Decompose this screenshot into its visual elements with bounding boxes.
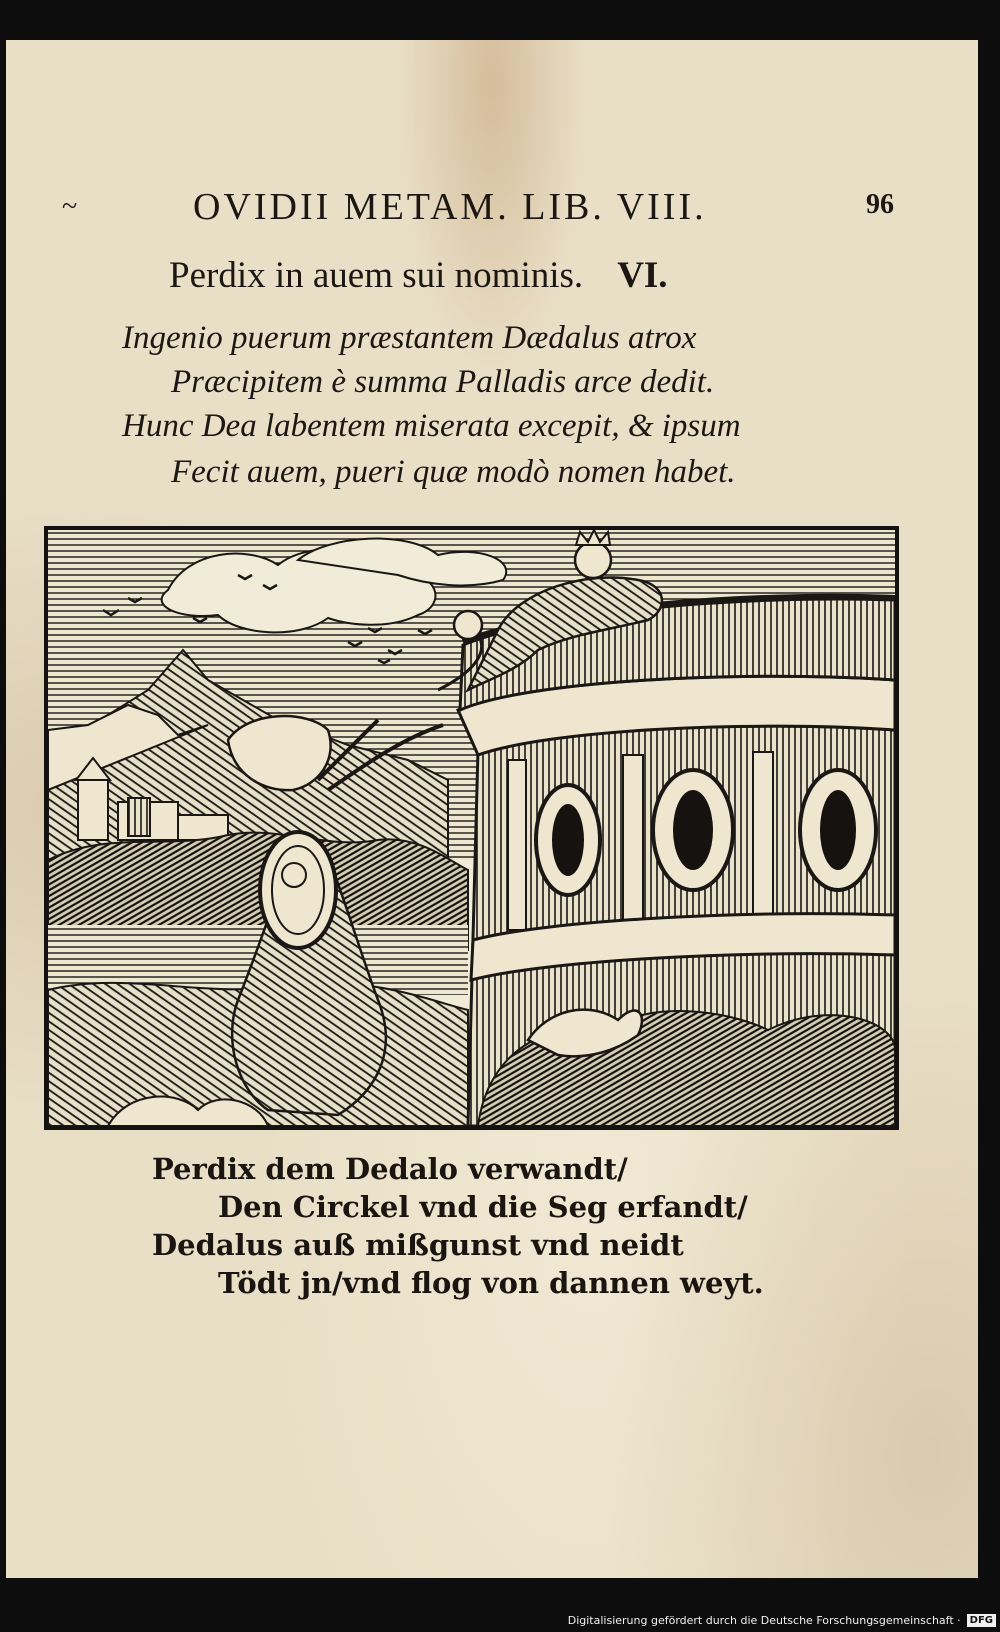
- german-verse-line: Tödt jn/vnd flog von dannen weyt.: [218, 1266, 764, 1300]
- dfg-logo: DFG: [967, 1614, 996, 1627]
- section-title-text: Perdix in auem sui nominis.: [169, 255, 584, 296]
- woodcut-illustration: [44, 526, 899, 1130]
- running-head-title: OVIDII METAM. LIB. VIII.: [193, 186, 707, 228]
- section-title: [169, 254, 668, 297]
- latin-verse-line: Ingenio puerum præstantem Dædalus atrox: [122, 320, 697, 356]
- german-verse-line: Dedalus auß mißgunst vnd neidt: [152, 1228, 684, 1262]
- book-page: [6, 40, 978, 1578]
- latin-verse-line: Hunc Dea labentem miserata excepit, & ipsum: [122, 408, 741, 444]
- german-verse-line: Perdix dem Dedalo verwandt/: [152, 1152, 628, 1186]
- digitization-credit: [568, 1610, 996, 1630]
- woodcut-drawing: [48, 530, 895, 1126]
- running-head: [6, 185, 978, 229]
- folio-number: 96: [866, 189, 894, 220]
- german-verse-line: Den Circkel vnd die Seg erfandt/: [218, 1190, 748, 1224]
- latin-verse-line: Fecit auem, pueri quæ modò nomen habet.: [171, 454, 736, 490]
- catchmark: ~: [62, 191, 78, 222]
- section-number: VI.: [617, 255, 668, 296]
- latin-verse-line: Præcipitem è summa Palladis arce dedit.: [171, 364, 715, 400]
- credit-text: Digitalisierung gefördert durch die Deutsche Forschungsgemeinschaft ·: [567, 1613, 961, 1627]
